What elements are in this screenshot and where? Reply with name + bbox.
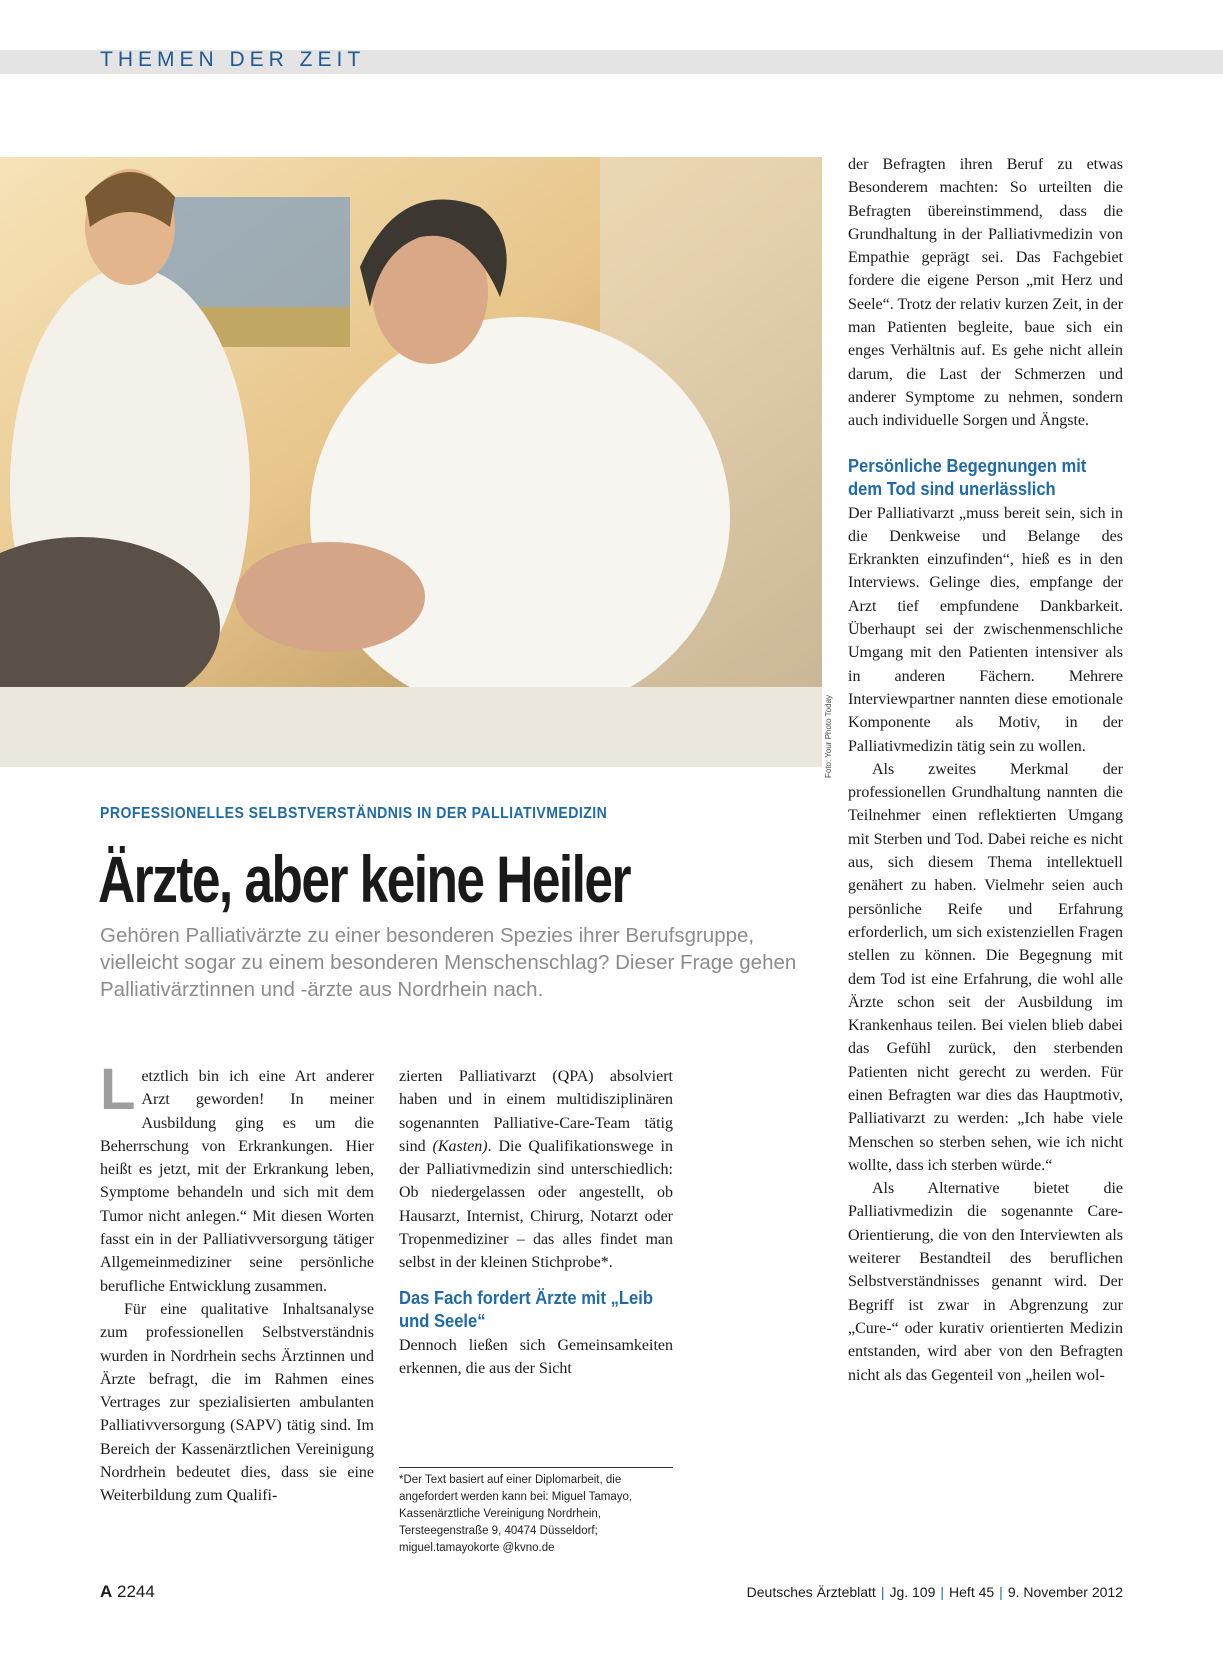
column-2	[399, 1065, 673, 1380]
column-1	[100, 1057, 374, 1508]
article-title: Ärzte, aber keine Heiler	[98, 842, 630, 916]
box-reference: (Kasten)	[432, 1137, 488, 1155]
paragraph: Der Palliativarzt „muss bereit sein, sich in die Denkweise und Belange des Erkrankten einzufinden“, hieß es in den Interviews. Gelinge dies, empfange der Arzt tief empfundene Dankbarkeit. Überhaupt sei der zwischenmenschliche Umgang mit den Patienten intensiver als in anderen Fächern. Mehrere Interviewpartner nannten diese emotionale Komponente als Motiv, in der Palliativmedizin tätig sein zu wollen.	[848, 504, 1123, 755]
article-kicker: PROFESSIONELLES SELBSTVERSTÄNDNIS IN DER PALLIATIVMEDIZIN	[100, 805, 608, 822]
paragraph: Für eine qualitative Inhaltsanalyse zum professionellen Selbstverständnis wurden in Nordrhein sechs Ärztinnen und Ärzte befragt, die im Rahmen eines Vertrages zur spezialisierten ambulanten Palliativversorgung (SAPV) tätig sind. Im Bereich der Kassenärztlichen Vereinigung Nordrhein bedeutet dies, dass sie eine Weiterbildung zum Qualifi-	[100, 1300, 374, 1505]
issue: Heft 45	[949, 1584, 995, 1600]
paragraph: Als zweites Merkmal der professionellen Grundhaltung nannten die Teilnehmer einen reflektierten Umgang mit Sterben und Tod. Dabei reiche es nicht aus, sich diesem Thema intellektuell genähert zu haben. Vielmehr seien auch persönliche Reife und Erfahrung erforderlich, um sich existenziellen Fragen stellen zu können. Die Begegnung mit dem Tod ist eine Erfahrung, die wohl alle Ärzte schon seit der Ausbildung im Krankenhaus teilen. Bei vielen blieb dabei das Gefühl zurück, den sterbenden Patienten nicht gerecht zu werden. Für einen Befragten war dies das Hauptmotiv, Palliativarzt zu werden: „Ich habe viele Menschen so sterben sehen, wie ich nicht wollte, dass ich sterben würde.“	[848, 760, 1123, 1174]
column-3	[848, 153, 1123, 1387]
journal-name: Deutsches Ärzteblatt	[746, 1584, 876, 1600]
paragraph: Letztlich bin ich eine Art anderer Arzt geworden! In meiner Ausbildung ging es um die Beherrschung von Erkrankungen. Hier heißt es jetzt, mit der Erkrankung leben, Symptome behandeln und sich mit dem Tumor nicht anlegen.“ Mit diesen Worten fasst ein in der Palliativversorgung tätiger Allgemeinmediziner seine persönliche berufliche Entwicklung zusammen.	[100, 1057, 374, 1295]
subheading: Persönliche Begegnungen mit dem Tod sind unerlässlich	[848, 455, 1087, 499]
subheading: Das Fach fordert Ärzte mit „Leib und Seele“	[399, 1287, 653, 1331]
drop-cap: L	[100, 1057, 136, 1122]
article-lead: Gehören Palliativärzte zu einer besonderen Spezies ihrer Berufsgruppe, vielleicht sogar zu einem besonderen Menschenschlag? Dieser Frage gehen Palliativärztinnen und -ärzte aus Nordrhein nach.	[100, 924, 797, 1001]
paragraph: der Befragten ihren Beruf zu etwas Besonderem machten: So urteilten die Befragten übereinstimmend, dass die Grundhaltung in der Palliativmedizin von Empathie geprägt sei. Das Fachgebiet fordere die eigene Person „mit Herz und Seele“. Trotz der relativ kurzen Zeit, in der man Patienten begleite, baue sich ein enges Verhältnis auf. Es gehe nicht allein darum, die Last der Schmerzen und anderer Symptome zu nehmen, sondern auch individuelle Sorgen und Ängste.	[848, 156, 1124, 430]
footnote: *Der Text basiert auf einer Diplomarbeit, die angefordert werden kann bei: Miguel Tamayo, Kassenärztliche Vereinigung Nordrhein, Tersteegenstraße 9, 40474 Düsseldorf; miguel.tamayokorte @kvno.de	[399, 1467, 673, 1557]
paragraph: zierten Palliativarzt (QPA) absolviert haben und in einem multidisziplinären sogenannten Palliative-Care-Team tätig sind (Kasten). Die Qualifikationswege in der Palliativmedizin sind unterschiedlich: Ob niedergelassen oder angestellt, ob Hausarzt, Internist, Chirurg, Notarzt oder Tropenmediziner – das alles findet man selbst in der kleinen Stichprobe*.	[399, 1068, 673, 1272]
volume: Jg. 109	[889, 1584, 936, 1600]
section-title: THEMEN DER ZEIT	[100, 48, 366, 71]
publication-info: Deutsches Ärzteblatt | Jg. 109 | Heft 45 | 9. November 2012	[746, 1584, 1123, 1600]
paragraph: Dennoch ließen sich Gemeinsamkeiten erkennen, die aus der Sicht	[399, 1336, 673, 1377]
issue-date: 9. November 2012	[1007, 1584, 1123, 1600]
photo-credit: Foto: Your Photo Today	[824, 694, 833, 778]
article-photo	[0, 157, 822, 767]
page-number: A 2244	[100, 1582, 155, 1601]
paragraph: Als Alternative bietet die Palliativmedizin die sogenannte Care-Orientierung, die von den Interviewten als weiterer Bestandteil des beruflichen Selbstverständnisses genannt wird. Der Begriff ist zwar in Abgrenzung zur „Cure-“ oder kurativ orientierten Medizin entstanden, wird aber von den Befragten nicht als das Gegenteil von „heilen wol-	[848, 1180, 1123, 1384]
